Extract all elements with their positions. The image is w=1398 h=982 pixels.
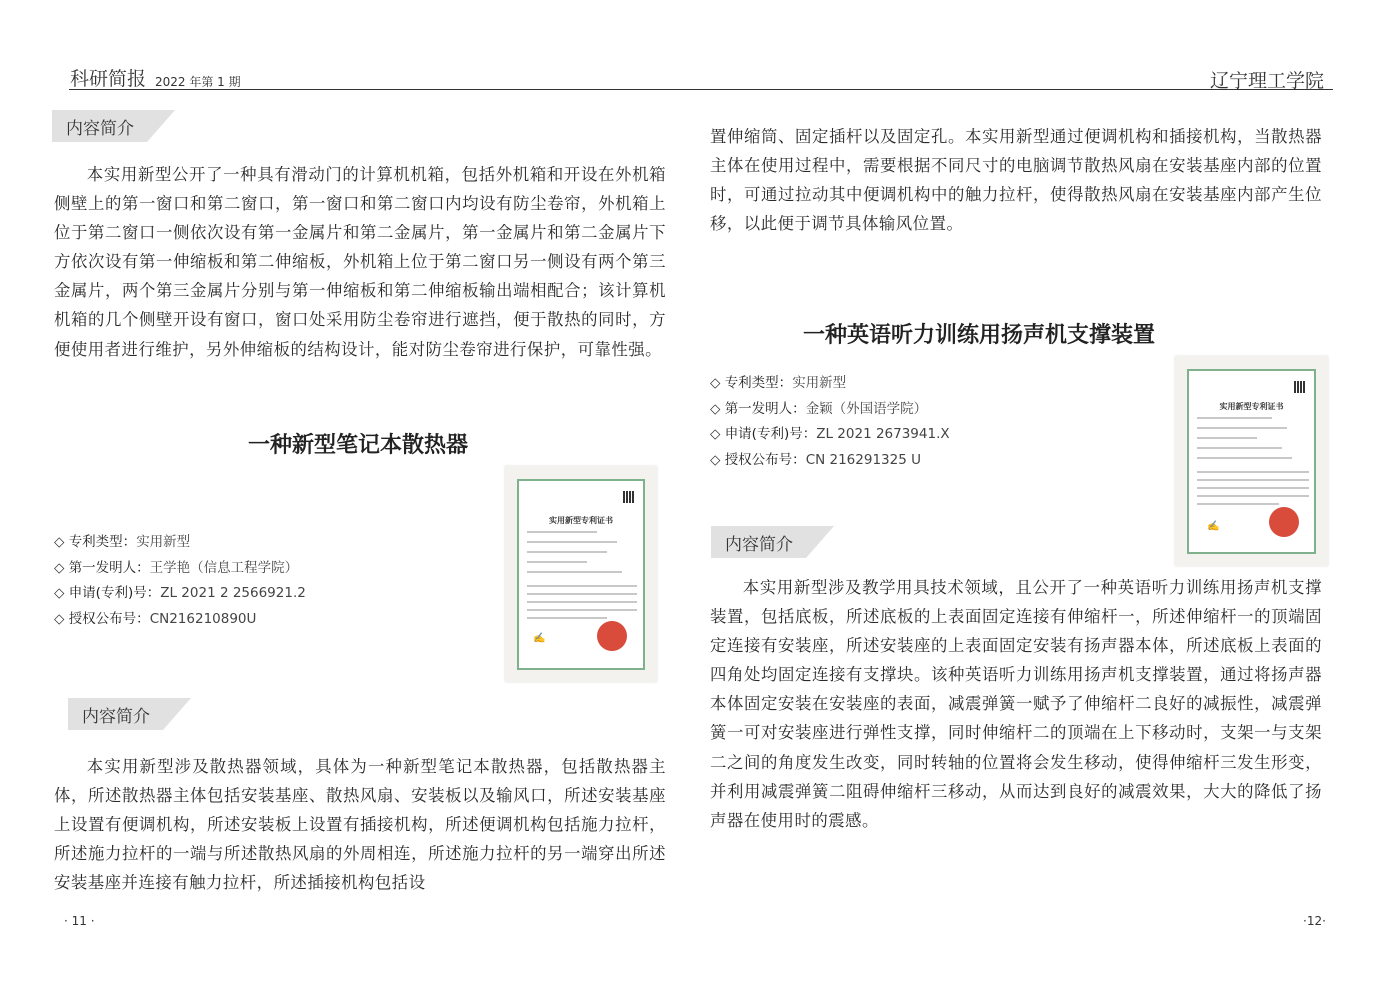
qr-code-icon	[1294, 381, 1306, 393]
official-seal-icon	[1269, 507, 1299, 537]
summary-text-3	[710, 573, 1322, 835]
patent-title-1: 一种新型笔记本散热器	[248, 433, 469, 458]
issue-label: 2022 年第 1 期	[155, 75, 241, 89]
header-rule	[69, 89, 1333, 90]
meta-value: 实用新型	[136, 534, 191, 550]
meta-value: 金颖（外国语学院）	[805, 400, 928, 417]
page-number-left: · 11 ·	[64, 914, 95, 928]
patent-title-2: 一种英语听力训练用扬声机支撑装置	[803, 323, 1156, 348]
meta-row: ◇ 第一发明人：王学艳（信息工程学院）	[54, 559, 299, 576]
meta-label: 第一发明人：	[68, 559, 150, 576]
meta-row: ◇ 申请(专利)号：ZL 2021 2673941.X	[710, 426, 950, 442]
signature-mark: ✍	[533, 633, 546, 644]
patent-certificate-image-2	[1175, 356, 1328, 566]
continued-text	[710, 122, 1322, 238]
meta-label: 申请(专利)号：	[724, 426, 817, 442]
institution-name: 辽宁理工学院	[1209, 70, 1324, 92]
meta-row: ◇ 授权公布号：CN216210890U	[54, 610, 257, 627]
signature-mark: ✍	[1207, 521, 1220, 532]
page-number-right: ·12·	[1303, 914, 1326, 928]
patent-meta-2	[710, 371, 950, 473]
meta-row: ◇ 第一发明人：金颖（外国语学院）	[710, 400, 928, 417]
continued-paragraph: 置伸缩筒、固定插杆以及固定孔。本实用新型通过便调机构和插接机构，当散热器主体在使用过程中，需要根据不同尺寸的电脑调节散热风扇在安装基座内部的位置时，可通过拉动其中便调机构中的触力拉杆，使得散热风扇在安装基座内部产生位移，以此便于调节具体输风位置。	[710, 127, 1322, 234]
qr-code-icon	[623, 491, 635, 503]
summary-paragraph: 本实用新型涉及散热器领域，具体为一种新型笔记本散热器，包括散热器主体，所述散热器主体包括安装基座、散热风扇、安装板以及输风口，所述安装基座上设置有便调机构，所述安装板上设置有插接机构，所述便调机构包括施力拉杆，所述施力拉杆的一端与所述散热风扇的外周相连，所述施力拉杆的另一端穿出所述安装基座并连接有触力拉杆，所述插接机构包括设	[54, 757, 666, 893]
meta-value: 王学艳（信息工程学院）	[149, 559, 299, 576]
meta-value: CN216210890U	[149, 610, 257, 627]
summary-paragraph: 本实用新型公开了一种具有滑动门的计算机机箱，包括外机箱和开设在外机箱侧壁上的第一窗口和第二窗口，第一窗口和第二窗口内均设有防尘卷帘，外机箱上位于第二窗口一侧依次设有第一金属片和第二金属片，第一金属片和第二金属片下方依次设有第一伸缩板和第二伸缩板，外机箱上位于第二窗口另一侧设有两个第三金属片，两个第三金属片分别与第一伸缩板和第二伸缩板输出端相配合；该计算机机箱的几个侧壁开设有窗口，窗口处采用防尘卷帘进行遮挡，便于散热的同时，方便使用者进行维护，另外伸缩板的结构设计，能对防尘卷帘进行保护，可靠性强。	[54, 165, 666, 359]
meta-row: ◇ 专利类型：实用新型	[710, 375, 847, 391]
summary-text-1	[54, 160, 666, 364]
meta-label: 专利类型：	[68, 534, 137, 550]
certificate-title: 实用新型专利证书	[549, 516, 613, 525]
meta-label: 授权公布号：	[724, 451, 806, 468]
meta-label: 专利类型：	[724, 375, 793, 391]
meta-row: ◇ 授权公布号：CN 216291325 U	[710, 451, 921, 468]
meta-label: 授权公布号：	[68, 610, 150, 627]
patent-meta-1	[54, 530, 306, 632]
journal-name: 科研简报	[70, 68, 147, 90]
meta-label: 第一发明人：	[724, 400, 806, 417]
summary-paragraph: 本实用新型涉及教学用具技术领域，且公开了一种英语听力训练用扬声机支撑装置，包括底板，所述底板的上表面固定连接有伸缩杆一，所述伸缩杆一的顶端固定连接有安装座，所述安装座的上表面固定安装有扬声器本体，所述底板上表面的四角处均固定连接有支撑块。该种英语听力训练用扬声机支撑装置，通过将扬声器本体固定安装在安装座的表面，减震弹簧一赋予了伸缩杆二良好的减振性，减震弹簧一可对安装座进行弹性支撑，同时伸缩杆二的顶端在上下移动时，支架一与支架二之间的角度发生改变，同时转轴的位置将会发生移动，使得伸缩杆三发生形变，并利用减震弹簧二阻碍伸缩杆三移动，从而达到良好的减震效果，大大的降低了扬声器在使用时的震感。	[710, 578, 1322, 830]
meta-value: ZL 2021 2673941.X	[816, 426, 950, 442]
meta-row: ◇ 专利类型：实用新型	[54, 534, 191, 550]
patent-certificate-image-1	[505, 466, 657, 682]
section-tag: 内容简介	[68, 698, 163, 730]
meta-value: ZL 2021 2 2566921.2	[160, 585, 306, 601]
meta-label: 申请(专利)号：	[68, 585, 161, 601]
section-tag: 内容简介	[711, 526, 806, 558]
official-seal-icon	[597, 621, 627, 651]
summary-text-2	[54, 752, 666, 897]
meta-value: 实用新型	[792, 375, 847, 391]
section-tag: 内容简介	[52, 110, 147, 142]
meta-row: ◇ 申请(专利)号：ZL 2021 2 2566921.2	[54, 585, 306, 601]
meta-value: CN 216291325 U	[805, 451, 921, 468]
certificate-title: 实用新型专利证书	[1219, 402, 1284, 411]
